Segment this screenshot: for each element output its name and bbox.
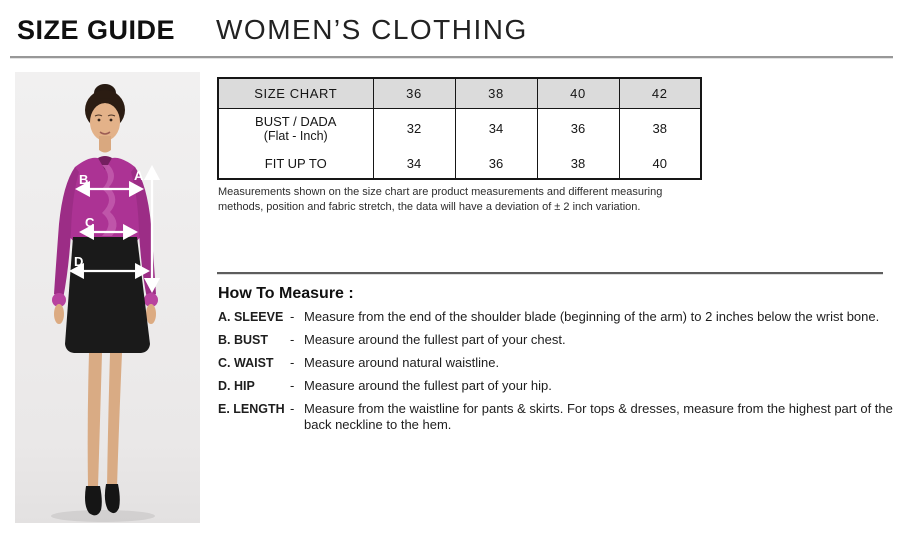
section-divider: [217, 272, 883, 275]
bust-value-cell: 34: [455, 108, 537, 149]
page-title: SIZE GUIDE: [17, 15, 176, 45]
face: [90, 103, 120, 141]
marker-c-label: C: [85, 215, 95, 230]
measure-item-dash: -: [290, 401, 295, 416]
measure-list: [218, 309, 894, 440]
bust-value-cell: 36: [537, 108, 619, 149]
measure-item-length: [218, 401, 894, 433]
marker-b-label: B: [79, 172, 89, 187]
model-figure-illustration: [15, 72, 200, 523]
measure-item-dash: -: [290, 332, 295, 347]
bust-value-cell: 32: [373, 108, 455, 149]
size-header-cell: 42: [619, 78, 701, 108]
bust-row-label-sub: (Flat - Inch): [263, 129, 328, 144]
size-header-cell: 36: [373, 78, 455, 108]
blouse: [68, 158, 142, 242]
measure-item-text: Measure around the fullest part of your chest.: [304, 332, 566, 347]
left-hand: [54, 304, 64, 324]
measure-item-dash: -: [290, 378, 295, 393]
fit-value-cell: 34: [373, 149, 455, 179]
size-chart-table: [217, 77, 702, 180]
measure-item-label: D. HIP: [218, 379, 255, 393]
page-subtitle: WOMEN’S CLOTHING: [216, 14, 528, 45]
measurement-note: Measurements shown on the size chart are product measurements and different measuring methods, position and fabric stretch, the data will have a deviation of ± 2 inch variation.: [218, 186, 663, 213]
header-divider: [10, 56, 893, 59]
measure-item-label: B. BUST: [218, 333, 268, 347]
bust-value-cell: 38: [619, 108, 701, 149]
size-header-cell: 40: [537, 78, 619, 108]
measure-item-hip: [218, 378, 894, 394]
size-header-cell: 38: [455, 78, 537, 108]
measure-item-sleeve: [218, 309, 894, 325]
measure-item-label: A. SLEEVE: [218, 310, 284, 324]
measure-item-label: E. LENGTH: [218, 402, 285, 416]
measure-item-label: C. WAIST: [218, 356, 274, 370]
measure-item-text: Measure from the waistline for pants & skirts. For tops & dresses, measure from the highest part of the back neckline to the hem.: [304, 401, 893, 432]
fit-value-cell: 38: [537, 149, 619, 179]
marker-d-label: D: [74, 254, 84, 269]
model-photo: [15, 72, 200, 523]
size-chart-corner-cell: SIZE CHART: [218, 78, 373, 108]
fit-value-cell: 40: [619, 149, 701, 179]
measure-item-text: Measure around natural waistline.: [304, 355, 500, 370]
how-to-measure-heading: How To Measure :: [218, 285, 354, 302]
fit-value-cell: 36: [455, 149, 537, 179]
measure-item-waist: [218, 355, 894, 371]
bust-row-label-main: BUST / DADA: [255, 114, 337, 130]
floor-shadow: [51, 510, 155, 522]
left-eye: [98, 119, 101, 122]
right-eye: [110, 119, 113, 122]
right-hand: [146, 304, 156, 324]
fit-row-label: FIT UP TO: [218, 149, 373, 179]
neck: [99, 136, 111, 153]
measure-item-dash: -: [290, 309, 295, 324]
marker-a-label: A: [134, 168, 144, 183]
measure-item-text: Measure around the fullest part of your hip.: [304, 378, 552, 393]
bust-row-label: [218, 108, 373, 149]
size-chart: [217, 77, 702, 180]
measure-item-bust: [218, 332, 894, 348]
measure-item-dash: -: [290, 355, 295, 370]
measure-item-text: Measure from the end of the shoulder blade (beginning of the arm) to 2 inches below the wrist bone.: [304, 309, 880, 324]
